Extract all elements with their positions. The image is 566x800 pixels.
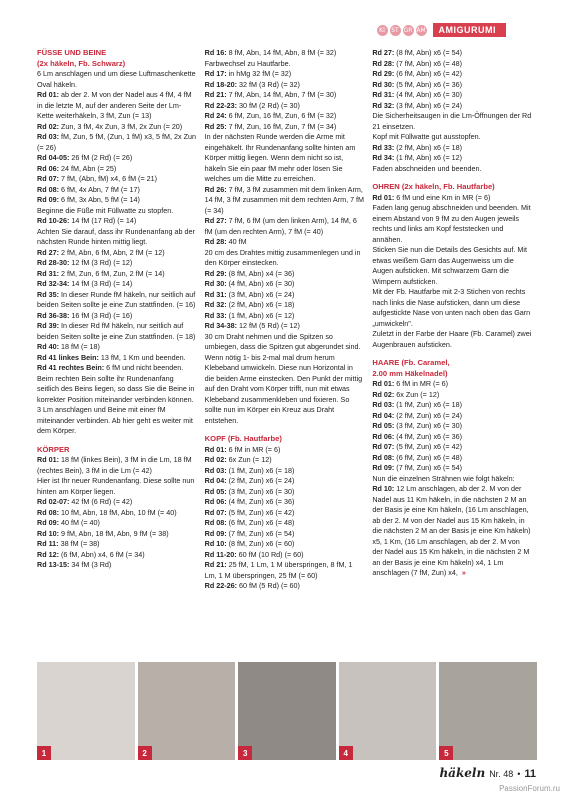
instruction-line: Rd 28: (7 fM, Abn) x6 (= 48) — [372, 58, 463, 68]
instruction-line: Nun die einzelnen Strähnen wie folgt häkeln: — [372, 473, 515, 483]
category-dots — [377, 25, 427, 36]
instruction-line: Rd 16: 8 fM, Abn, 14 fM, Abn, 8 fM (= 32) — [204, 48, 337, 57]
instruction-line: Zuletzt in der Farbe der Haare (Fb. Caramel) zwei Augenbrauen aufsticken. — [372, 329, 532, 349]
instruction-line: Rd 31: (4 fM, Abn) x6 (= 30) — [372, 90, 463, 99]
section-heading: KÖRPER — [37, 444, 70, 454]
instruction-line: Rd 41 rechtes Bein: 6 fM und nicht beenden. — [37, 363, 184, 372]
instruction-line: Beginne die Füße mit Füllwatte zu stopfen. — [37, 205, 174, 215]
instruction-line: Rd 10: 12 Lm anschlagen, ab der 2. M von der Nadel aus 11 Km häkeln, in die nächsten 2 M an der Basis je eine Km häkeln, (16 Lm anschlagen, ab der 2. M von der Nadel aus 15 Km häkeln, in die nächsten 2 M an der Basis je eine Km häkeln) x5, 1 Km, (16 Lm anschlagen, ab der 2. M von der Nadel aus 15 Km häkeln, in die nächsten 2 M an der Basis je eine Km häkeln) x4, 1 Lm anschlagen (7 fM, Zun) x4, » — [372, 484, 531, 577]
column-3 — [372, 48, 532, 658]
photo-number: 5 — [439, 746, 453, 760]
instruction-line: Rd 05: (3 fM, Zun) x6 (= 30) — [204, 486, 295, 496]
category-dot: AM — [416, 26, 426, 34]
instruction-line: 6 Lm anschlagen und um diese Luftmaschenkette Oval häkeln. — [37, 69, 196, 89]
instruction-line: Rd 36-38: 16 fM (3 Rd) (= 16) — [37, 310, 133, 320]
step-photo — [238, 662, 336, 760]
instruction-line: Rd 24: 6 fM, Zun, 16 fM, Zun, 6 fM (= 32) — [204, 111, 337, 120]
photo-number: 1 — [37, 746, 51, 760]
instruction-line: Rd 31: 2 fM, Zun, 6 fM, Zun, 2 fM (= 14) — [37, 268, 165, 278]
instruction-line: Rd 26: 7 fM, 3 fM zusammen mit dem linken Arm, 14 fM, 3 fM zusammen mit dem rechten Arm, 7 fM (= 34) — [204, 184, 365, 215]
step-photo — [138, 662, 236, 760]
instruction-line: 30 cm Draht nehmen und die Spitzen so umbiegen, dass die Spitzen gut abgerundet sind. Wenn nötig 1- bis 2-mal mal drum herum Klebeband umwickeln. Diese nun Horizontal in die beiden Arme einstecken. Den Punkt der mittig auf den Draht vom Körper trifft, nun mit etwas Klebeband zusammenkleben und fixieren. So sollte nun im Körper ein Kreuz aus Draht entstehen. — [204, 331, 363, 425]
instruction-line: Rd 34: (1 fM, Abn) x6 (= 12) — [372, 153, 463, 162]
instruction-line: Rd 05: (3 fM, Zun) x6 (= 30) — [372, 421, 463, 430]
instruction-line: Rd 10: (8 fM, Zun) x6 (= 60) — [204, 539, 295, 548]
photo-number: 4 — [339, 746, 353, 760]
instruction-line: Rd 41 linkes Bein: 13 fM, 1 Km und beenden. — [37, 352, 186, 362]
instruction-line: Rd 12: (6 fM, Abn) x4, 6 fM (= 34) — [37, 549, 145, 559]
instruction-line: Rd 04: (2 fM, Zun) x6 (= 24) — [372, 410, 463, 420]
issue-number: Nr. 48 — [489, 769, 514, 779]
instruction-line: Kopf mit Füllwatte gut ausstopfen. — [372, 132, 481, 141]
photo-strip — [37, 662, 537, 760]
instruction-line: Rd 02-07: 42 fM (6 Rd) (= 42) — [37, 497, 133, 506]
instruction-line: Rd 22-23: 30 fM (2 Rd) (= 30) — [204, 100, 300, 110]
instruction-line: Rd 11: 38 fM (= 38) — [37, 539, 100, 548]
instruction-line: Rd 06: (4 fM, Zun) x6 (= 36) — [372, 431, 463, 441]
instruction-line: Rd 32: (2 fM, Abn) x6 (= 18) — [204, 300, 295, 309]
instruction-line: Rd 27: (8 fM, Abn) x6 (= 54) — [372, 48, 463, 57]
instruction-line: Rd 07: 7 fM, (Abn, fM) x4, 6 fM (= 21) — [37, 174, 158, 183]
section-heading: KOPF (Fb. Hautfarbe) — [204, 434, 282, 443]
instruction-line: Rd 34-38: 12 fM (5 Rd) (= 12) — [204, 321, 300, 330]
instruction-line: Rd 29: (6 fM, Abn) x6 (= 42) — [372, 69, 463, 78]
photo-number: 3 — [238, 746, 252, 760]
instruction-line: Rd 09: 6 fM, 3x Abn, 5 fM (= 14) — [37, 195, 140, 204]
instruction-line: Rd 27: 2 fM, Abn, 6 fM, Abn, 2 fM (= 12) — [37, 247, 165, 257]
page-number: 11 — [524, 768, 536, 780]
instruction-line: Rd 22-26: 60 fM (5 Rd) (= 60) — [204, 581, 300, 590]
column-1 — [37, 48, 197, 658]
instruction-line: Rd 25: 7 fM, Zun, 16 fM, Zun, 7 fM (= 34) — [204, 121, 337, 131]
instruction-line: Rd 10: 9 fM, Abn, 18 fM, Abn, 9 fM (= 38) — [37, 528, 169, 538]
instruction-line: Rd 07: (5 fM, Zun) x6 (= 42) — [372, 442, 463, 451]
instruction-line: Achten Sie darauf, dass ihr Rundenanfang ab der nächsten Runde hinten mittig liegt. — [37, 226, 195, 246]
instruction-line: Rd 02: 6x Zun (= 12) — [204, 455, 272, 464]
instruction-line: Rd 08: (6 fM, Zun) x6 (= 48) — [204, 518, 295, 527]
instruction-line: Rd 06: 24 fM, Abn (= 25) — [37, 163, 117, 173]
instruction-line: Rd 02: 6x Zun (= 12) — [372, 389, 440, 399]
instruction-line: Rd 04: (2 fM, Zun) x6 (= 24) — [204, 476, 295, 485]
instruction-line: Die Sicherheitsaugen in die Lm-Öffnungen der Rd 21 einsetzen. — [372, 111, 532, 131]
magazine-brand: häkeln — [439, 766, 486, 780]
category-dot: KI — [377, 25, 388, 36]
page-header — [377, 22, 507, 38]
instruction-line: Rd 17: in hMg 32 fM (= 32) — [204, 69, 292, 78]
instruction-line: Rd 06: (4 fM, Zun) x6 (= 36) — [204, 497, 295, 506]
section-heading: OHREN (2x häkeln, Fb. Hautfarbe) — [372, 182, 495, 191]
section-heading: FÜSSE UND BEINE — [37, 48, 107, 57]
instruction-line: Rd 28: 40 fM — [204, 237, 247, 246]
instruction-line: Beim rechten Bein sollte ihr Rundenanfang seitlich des Beins liegen, so dass Sie die Beine in korrekter Position miteinander verbinden können. 3 Lm anschlagen und Beine mit einer fM miteinander verbinden. Ab hier geht es weiter mit dem Körper. — [37, 373, 195, 435]
text-columns — [37, 48, 532, 658]
instruction-line: Rd 30: (4 fM, Abn) x6 (= 30) — [204, 279, 295, 288]
instruction-line: Rd 03: (1 fM, Zun) x6 (= 18) — [372, 400, 463, 409]
instruction-line: Rd 18-20: 32 fM (3 Rd) (= 32) — [204, 79, 300, 89]
instruction-line: Rd 32-34: 14 fM (3 Rd) (= 14) — [37, 279, 133, 288]
instruction-line: Rd 01: 18 fM (linkes Bein), 3 fM in die Lm, 18 fM (rechtes Bein), 3 fM in die Lm (= 42) — [37, 455, 192, 475]
step-photo — [339, 662, 437, 760]
instruction-line: Rd 01: 6 fM in MR (= 6) — [204, 444, 281, 454]
instruction-line: Mit der Fb. Hautfarbe mit 2-3 Stichen von rechts nach links die Nase aufsticken, dann um diese aufgestickte Nase von unten nach oben das Garn „umwickeln". — [372, 287, 531, 328]
watermark: PassionForum.ru — [499, 784, 560, 793]
instruction-line: Faden abschneiden und beenden. — [372, 163, 482, 173]
step-photo — [37, 662, 135, 760]
instruction-line: Rd 01: ab der 2. M von der Nadel aus 4 fM, 4 fM in die letzte M, auf der anderen Seite der Lm-Kette weiterhäkeln, 3 fM, Zun (= 13) — [37, 90, 192, 120]
footer-separator: • — [517, 769, 521, 779]
instruction-line: Rd 33: (2 fM, Abn) x6 (= 18) — [372, 142, 463, 152]
instruction-line: Rd 27: 7 fM, 6 fM (um den linken Arm), 14 fM, 6 fM (um den rechten Arm), 7 fM (= 40) — [204, 216, 357, 236]
section-label: AMIGURUMI — [433, 23, 507, 37]
step-photo — [439, 662, 537, 760]
photo-number: 2 — [138, 746, 152, 760]
instruction-line: Rd 33: (1 fM, Abn) x6 (= 12) — [204, 310, 295, 320]
instruction-line: Rd 04-05: 26 fM (2 Rd) (= 26) — [37, 153, 133, 162]
instruction-line: Rd 01: 6 fM und eine Km in MR (= 6) — [372, 192, 491, 202]
continue-arrow: » — [461, 568, 466, 577]
instruction-line: Rd 08: (6 fM, Zun) x6 (= 48) — [372, 452, 463, 462]
instruction-line: Rd 35: In dieser Runde fM häkeln, nur seitlich auf beiden Seiten sollte je eine Zun stattfinden. (= 16) — [37, 289, 196, 309]
instruction-line: Rd 21: 25 fM, 1 Lm, 1 M überspringen, 8 fM, 1 Lm, 1 M überspringen, 25 fM (= 60) — [204, 560, 353, 580]
instruction-line: Rd 07: (5 fM, Zun) x6 (= 42) — [204, 507, 295, 517]
instruction-line: Rd 10-26: 14 fM (17 Rd) (= 14) — [37, 216, 137, 225]
instruction-line: Rd 03: fM, Zun, 5 fM, (Zun, 1 fM) x3, 5 fM, 2x Zun (= 26) — [37, 132, 196, 152]
category-dot: GR — [403, 26, 413, 34]
instruction-line: Rd 31: (3 fM, Abn) x6 (= 24) — [204, 289, 295, 299]
instruction-line: Rd 08: 10 fM, Abn, 18 fM, Abn, 10 fM (= 40) — [37, 507, 177, 517]
instruction-line: Rd 32: (3 fM, Abn) x6 (= 24) — [372, 100, 463, 110]
instruction-line: Farbwechsel zu Hautfarbe. — [204, 58, 291, 68]
instruction-line: Rd 09: 40 fM (= 40) — [37, 518, 100, 527]
instruction-line: Rd 02: Zun, 3 fM, 4x Zun, 3 fM, 2x Zun (= 20) — [37, 121, 183, 131]
instruction-line: Rd 21: 7 fM, Abn, 14 fM, Abn, 7 fM (= 30) — [204, 90, 337, 99]
section-subheading: 2.00 mm Häkelnadel) — [372, 368, 448, 378]
category-dot: ST — [391, 26, 399, 34]
instruction-line: Hier ist Ihr neuer Rundenanfang. Diese sollte nun hinten am Körper liegen. — [37, 476, 195, 496]
instruction-line: Rd 08: 6 fM, 4x Abn, 7 fM (= 17) — [37, 184, 140, 194]
column-2 — [205, 48, 365, 658]
instruction-line: Rd 30: (5 fM, Abn) x6 (= 36) — [372, 79, 463, 89]
instruction-line: Rd 03: (1 fM, Zun) x6 (= 18) — [204, 465, 295, 475]
page-footer — [439, 766, 536, 780]
instruction-line: Sticken Sie nun die Details des Gesichts auf. Mit etwas weißem Garn das Augenweiss um die Augen aufsticken. Mit schwarzem Garn die Wimpern aufsticken. — [372, 245, 527, 286]
instruction-line: Rd 11-20: 60 fM (10 Rd) (= 60) — [204, 549, 304, 559]
instruction-line: Rd 13-15: 34 fM (3 Rd) — [37, 560, 112, 569]
instruction-line: Rd 09: (7 fM, Zun) x6 (= 54) — [204, 528, 295, 538]
instruction-line: Rd 39: In dieser Rd fM häkeln, nur seitlich auf beiden Seiten sollte je eine Zun stattfinden. (= 18) — [37, 321, 196, 341]
section-heading: HAARE (Fb. Caramel, — [372, 358, 450, 367]
instruction-line: Rd 01: 6 fM in MR (= 6) — [372, 379, 449, 388]
instruction-line: Rd 40: 18 fM (= 18) — [37, 342, 100, 351]
instruction-line: Rd 09: (7 fM, Zun) x6 (= 54) — [372, 463, 463, 472]
section-subheading: (2x häkeln, Fb. Schwarz) — [37, 58, 126, 68]
instruction-line: Rd 29: (8 fM, Abn) x4 (= 36) — [204, 268, 295, 278]
instruction-line: 20 cm des Drahtes mittig zusammenlegen und in den Körper einstecken. — [204, 247, 361, 267]
instruction-line: Faden lang genug abschneiden und beenden. Mit einem Abstand von 9 fM zu den Augen jeweils rechts und links am Kopf feststecken und annähen. — [372, 203, 531, 244]
instruction-line: In der nächsten Runde werden die Arme mit eingehäkelt. Ihr Rundenanfang sollte hinten am Körper mittig liegen. Wenn dem nicht so ist, häkeln Sie ein paar fM mehr oder lösen Sie welches um die Mitte zu erreichen. — [204, 132, 356, 183]
instruction-line: Rd 28-30: 12 fM (3 Rd) (= 12) — [37, 258, 133, 267]
